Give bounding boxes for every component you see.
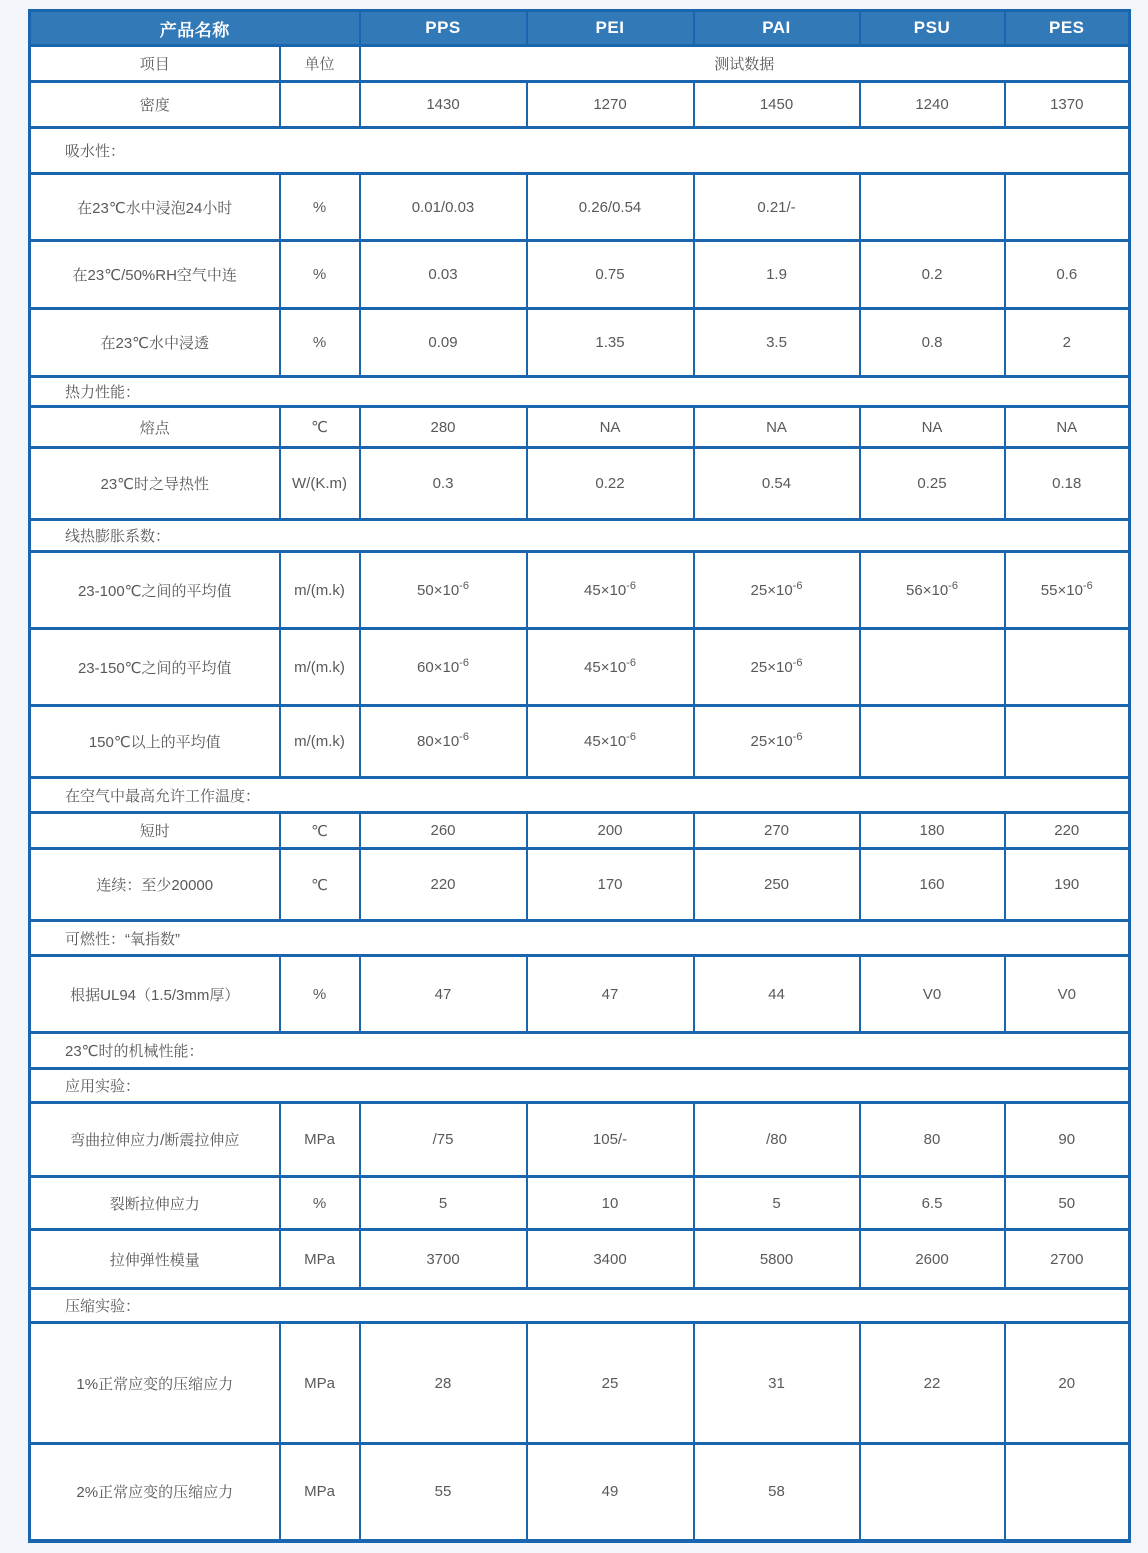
- unit-cell: m/(m.k): [280, 706, 360, 778]
- row-label: 弯曲拉伸应力/断震拉伸应: [30, 1103, 280, 1177]
- value-cell: 170: [527, 849, 694, 921]
- value-cell: 0.3: [360, 448, 527, 520]
- section-row-thermal: [30, 377, 1130, 407]
- row-label: 短时: [30, 813, 280, 849]
- value-cell: 49: [527, 1444, 694, 1541]
- table-row: [30, 1444, 1130, 1541]
- value-cell: 270: [694, 813, 860, 849]
- row-label: 在23℃水中浸透: [30, 309, 280, 377]
- value-cell: $45\times 10^{-6}$: [527, 629, 694, 706]
- value-cell: 250: [694, 849, 860, 921]
- value-cell: NA: [694, 407, 860, 448]
- unit-cell: MPa: [280, 1103, 360, 1177]
- table-row: [30, 629, 1130, 706]
- value-cell: 28: [360, 1323, 527, 1444]
- value-cell: 1270: [527, 82, 694, 128]
- value-cell: 260: [360, 813, 527, 849]
- table-row-density: [30, 82, 1130, 128]
- value-cell: [860, 174, 1005, 241]
- value-cell: 2600: [860, 1230, 1005, 1289]
- value-cell: $50\times 10^{-6}$: [360, 552, 527, 629]
- row-label: 密度: [30, 82, 280, 128]
- table-row: [30, 309, 1130, 377]
- exponent: -6: [459, 579, 469, 592]
- exponent: -6: [792, 731, 803, 743]
- value-cell: $56\times 10^{-6}$: [860, 552, 1005, 629]
- value-cell: $45\times 10^{-6}$: [527, 706, 694, 778]
- section-title: 可燃性：“氧指数”: [30, 921, 1130, 956]
- section-title: 吸水性：: [30, 128, 1130, 174]
- row-label: 150℃以上的平均值: [30, 706, 280, 778]
- value-cell: 0.26/0.54: [527, 174, 694, 241]
- value-cell: [1005, 1444, 1130, 1541]
- value-cell: 160: [860, 849, 1005, 921]
- section-row-compression-test: [30, 1289, 1130, 1323]
- value-cell: 6.5: [860, 1177, 1005, 1230]
- value-cell: /75: [360, 1103, 527, 1177]
- unit-cell: %: [280, 1177, 360, 1230]
- section-row-application-test: [30, 1069, 1130, 1103]
- value-cell: 5: [360, 1177, 527, 1230]
- section-title: 应用实验：: [30, 1069, 1130, 1103]
- unit-cell: [280, 82, 360, 128]
- table-row: [30, 706, 1130, 778]
- unit-header: 单位: [280, 46, 360, 82]
- exponent: -6: [626, 579, 636, 592]
- section-title: 线热膨胀系数：: [30, 520, 1130, 552]
- row-label: 拉伸弹性模量: [30, 1230, 280, 1289]
- value-cell: 58: [694, 1444, 860, 1541]
- section-row-flammability: [30, 921, 1130, 956]
- row-label: 23-150℃之间的平均值: [30, 629, 280, 706]
- value-cell: 0.21/-: [694, 174, 860, 241]
- column-header-pes: PES: [1005, 11, 1130, 46]
- value-cell: 1430: [360, 82, 527, 128]
- value-cell: 0.22: [527, 448, 694, 520]
- subheader-row: [30, 46, 1130, 82]
- value-cell: 0.54: [694, 448, 860, 520]
- table-header-row: [30, 11, 1130, 46]
- value-cell: 1.35: [527, 309, 694, 377]
- value-cell: 1370: [1005, 82, 1130, 128]
- row-label: 23-100℃之间的平均值: [30, 552, 280, 629]
- product-name-header: 产品名称: [30, 11, 360, 46]
- value-cell: $25\times 10^{-6}$: [694, 706, 860, 778]
- value-cell: $25\times 10^{-6}$: [694, 629, 860, 706]
- value-cell: [860, 629, 1005, 706]
- section-title: 压缩实验：: [30, 1289, 1130, 1323]
- value-cell: V0: [860, 956, 1005, 1033]
- value-cell: $60\times 10^{-6}$: [360, 629, 527, 706]
- value-cell: V0: [1005, 956, 1130, 1033]
- exponent: -6: [459, 656, 469, 669]
- value-cell: 20: [1005, 1323, 1130, 1444]
- exponent: -6: [792, 579, 803, 592]
- value-cell: 220: [1005, 813, 1130, 849]
- value-cell: 3700: [360, 1230, 527, 1289]
- value-cell: NA: [527, 407, 694, 448]
- row-label: 23℃时之导热性: [30, 448, 280, 520]
- value-cell: [860, 706, 1005, 778]
- value-cell: 2: [1005, 309, 1130, 377]
- value-cell: 0.01/0.03: [360, 174, 527, 241]
- exponent: -6: [1082, 579, 1093, 592]
- unit-cell: MPa: [280, 1444, 360, 1541]
- value-cell: 190: [1005, 849, 1130, 921]
- value-cell: 200: [527, 813, 694, 849]
- row-label: 1%正常应变的压缩应力: [30, 1323, 280, 1444]
- table-row: [30, 956, 1130, 1033]
- value-cell: 44: [694, 956, 860, 1033]
- value-cell: [1005, 706, 1130, 778]
- value-cell: 1.9: [694, 241, 860, 309]
- value-cell: 47: [360, 956, 527, 1033]
- test-data-header: 测试数据: [360, 46, 1130, 82]
- row-label: 连续：至少20000: [30, 849, 280, 921]
- value-cell: $45\times 10^{-6}$: [527, 552, 694, 629]
- table-row: [30, 174, 1130, 241]
- unit-cell: %: [280, 309, 360, 377]
- unit-cell: ℃: [280, 813, 360, 849]
- value-cell: [1005, 174, 1130, 241]
- unit-cell: MPa: [280, 1323, 360, 1444]
- value-cell: 90: [1005, 1103, 1130, 1177]
- table-row: [30, 813, 1130, 849]
- value-cell: 80: [860, 1103, 1005, 1177]
- exponent: -6: [459, 731, 469, 743]
- row-label: 2%正常应变的压缩应力: [30, 1444, 280, 1541]
- value-cell: 5: [694, 1177, 860, 1230]
- value-cell: 3.5: [694, 309, 860, 377]
- exponent: -6: [948, 579, 958, 592]
- value-cell: 280: [360, 407, 527, 448]
- value-cell: [1005, 629, 1130, 706]
- row-label: 熔点: [30, 407, 280, 448]
- value-cell: $25\times 10^{-6}$: [694, 552, 860, 629]
- value-cell: 0.09: [360, 309, 527, 377]
- table-row: [30, 849, 1130, 921]
- row-label: 在23℃/50%RH空气中连: [30, 241, 280, 309]
- product-spec-table: [28, 9, 1131, 1543]
- value-cell: 1240: [860, 82, 1005, 128]
- item-header: 项目: [30, 46, 280, 82]
- table-row: [30, 1230, 1130, 1289]
- table-row: [30, 407, 1130, 448]
- column-header-psu: PSU: [860, 11, 1005, 46]
- value-cell: 0.03: [360, 241, 527, 309]
- value-cell: 1450: [694, 82, 860, 128]
- unit-cell: m/(m.k): [280, 552, 360, 629]
- unit-cell: %: [280, 174, 360, 241]
- value-cell: 180: [860, 813, 1005, 849]
- unit-cell: W/(K.m): [280, 448, 360, 520]
- value-cell: NA: [860, 407, 1005, 448]
- row-label: 根据UL94（1.5/3mm厚）: [30, 956, 280, 1033]
- unit-cell: ℃: [280, 849, 360, 921]
- table-row: [30, 1177, 1130, 1230]
- section-row-expansion: [30, 520, 1130, 552]
- row-label: 裂断拉伸应力: [30, 1177, 280, 1230]
- value-cell: [860, 1444, 1005, 1541]
- table-row: [30, 1103, 1130, 1177]
- value-cell: 0.6: [1005, 241, 1130, 309]
- exponent: -6: [626, 656, 636, 669]
- value-cell: 50: [1005, 1177, 1130, 1230]
- value-cell: 25: [527, 1323, 694, 1444]
- section-row-mechanical: [30, 1033, 1130, 1069]
- table-row: [30, 448, 1130, 520]
- column-header-pps: PPS: [360, 11, 527, 46]
- table-row: [30, 552, 1130, 629]
- table-row: [30, 241, 1130, 309]
- value-cell: 3400: [527, 1230, 694, 1289]
- column-header-pai: PAI: [694, 11, 860, 46]
- value-cell: 0.75: [527, 241, 694, 309]
- row-label: 在23℃水中浸泡24小时: [30, 174, 280, 241]
- value-cell: NA: [1005, 407, 1130, 448]
- value-cell: 105/-: [527, 1103, 694, 1177]
- value-cell: 0.25: [860, 448, 1005, 520]
- table-row: [30, 1323, 1130, 1444]
- value-cell: 10: [527, 1177, 694, 1230]
- unit-cell: m/(m.k): [280, 629, 360, 706]
- value-cell: 0.18: [1005, 448, 1130, 520]
- value-cell: 31: [694, 1323, 860, 1444]
- unit-cell: MPa: [280, 1230, 360, 1289]
- value-cell: $80\times 10^{-6}$: [360, 706, 527, 778]
- value-cell: /80: [694, 1103, 860, 1177]
- value-cell: 47: [527, 956, 694, 1033]
- unit-cell: %: [280, 241, 360, 309]
- value-cell: 220: [360, 849, 527, 921]
- value-cell: 2700: [1005, 1230, 1130, 1289]
- section-title: 在空气中最高允许工作温度：: [30, 778, 1130, 813]
- unit-cell: ℃: [280, 407, 360, 448]
- exponent: -6: [792, 656, 803, 669]
- unit-cell: %: [280, 956, 360, 1033]
- exponent: -6: [626, 731, 636, 743]
- section-title: 热力性能：: [30, 377, 1130, 407]
- section-row-max-working-temp: [30, 778, 1130, 813]
- section-row-water-absorption: [30, 128, 1130, 174]
- column-header-pei: PEI: [527, 11, 694, 46]
- value-cell: 55: [360, 1444, 527, 1541]
- value-cell: 5800: [694, 1230, 860, 1289]
- value-cell: 0.8: [860, 309, 1005, 377]
- value-cell: $55\times 10^{-6}$: [1005, 552, 1130, 629]
- value-cell: 0.2: [860, 241, 1005, 309]
- section-title: 23℃时的机械性能：: [30, 1033, 1130, 1069]
- value-cell: 22: [860, 1323, 1005, 1444]
